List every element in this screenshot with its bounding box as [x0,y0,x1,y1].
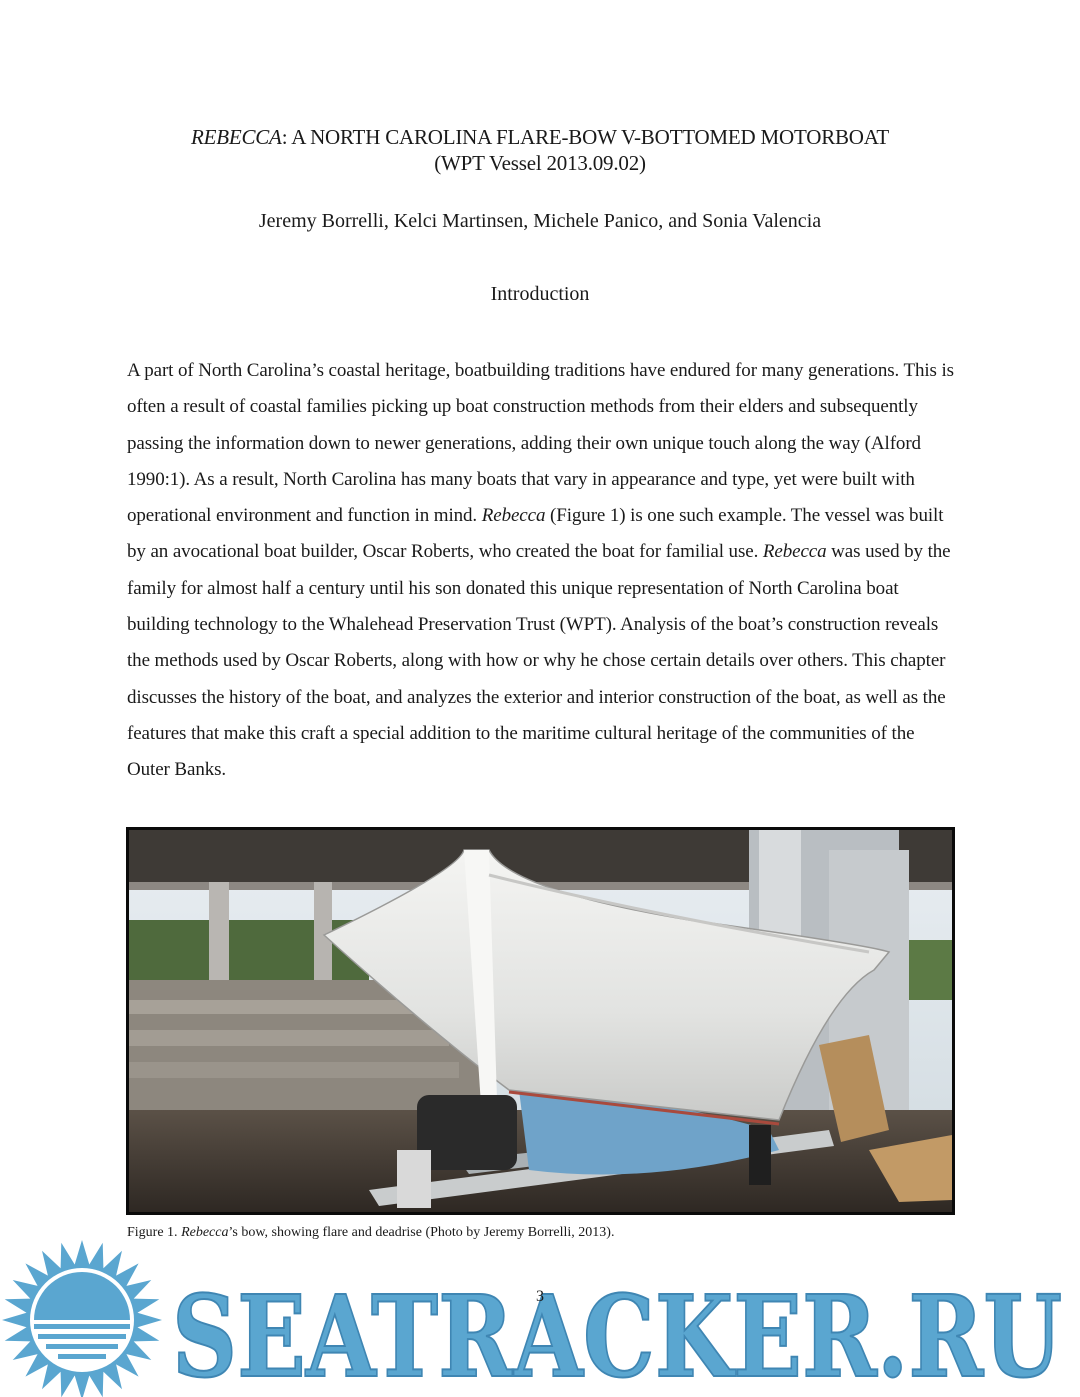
section-heading: Introduction [490,283,590,305]
figure-photo-boat-bow [126,827,955,1215]
caption-label: Figure 1. [127,1225,182,1240]
caption-text: ’s bow, showing flare and deadrise (Photo by Jeremy Borrelli, 2013). [228,1225,615,1240]
intro-paragraph [127,353,957,789]
vessel-name-2: Rebecca [762,541,827,563]
title-vessel-name: REBECCA [190,125,282,149]
vessel-name-1: Rebecca [481,505,546,527]
title-subtitle: (WPT Vessel 2013.09.02) [434,151,646,175]
watermark-graphic [0,1238,1080,1397]
paragraph-text-2: (Figure 1) is one such example. The vessel was built by an avocational boat builder, Oscar Roberts, who created the boat for familial use. [127,505,944,563]
paragraph-text-3: was used by the family for almost half a century until his son donated this unique representation of North Carolina boat building technology to the Whalehead Preservation Trust (WPT). Analysis of the boat’s construction reveals the methods used by Oscar Roberts, along with how or why he chose certain details over others. This chapter discusses the history of the boat, and analyzes the exterior and interior construction of the boat, as well as the features that make this craft a special addition to the maritime cultural heritage of the communities of the Outer Banks. [127,541,951,781]
boat-photo-illustration [129,830,952,1212]
title-line-1 [0,124,1080,150]
paragraph-text-1: A part of North Carolina’s coastal heritage, boatbuilding traditions have endured for many generations. This is often a result of coastal families picking up boat construction methods from their elders and subsequently passing the information down to newer generations, adding their own unique touch along the way (Alford 1990:1). As a result, North Carolina has many boats that vary in appearance and type, yet were built with operational environment and function in mind. [127,360,954,527]
document-title [0,124,1080,176]
page-number: 3 [536,1288,544,1305]
watermark-text: SEATRACKER.RU [172,1272,1062,1397]
title-text: : A NORTH CAROLINA FLARE-BOW V-BOTTOMED MOTORBOAT [281,125,890,149]
watermark-banner [0,1238,1080,1397]
authors: Jeremy Borrelli, Kelci Martinsen, Michele Panico, and Sonia Valencia [258,210,822,232]
figure-caption [127,1225,957,1241]
sun-logo-icon [2,1240,162,1397]
caption-vessel-name: Rebecca [181,1225,229,1240]
